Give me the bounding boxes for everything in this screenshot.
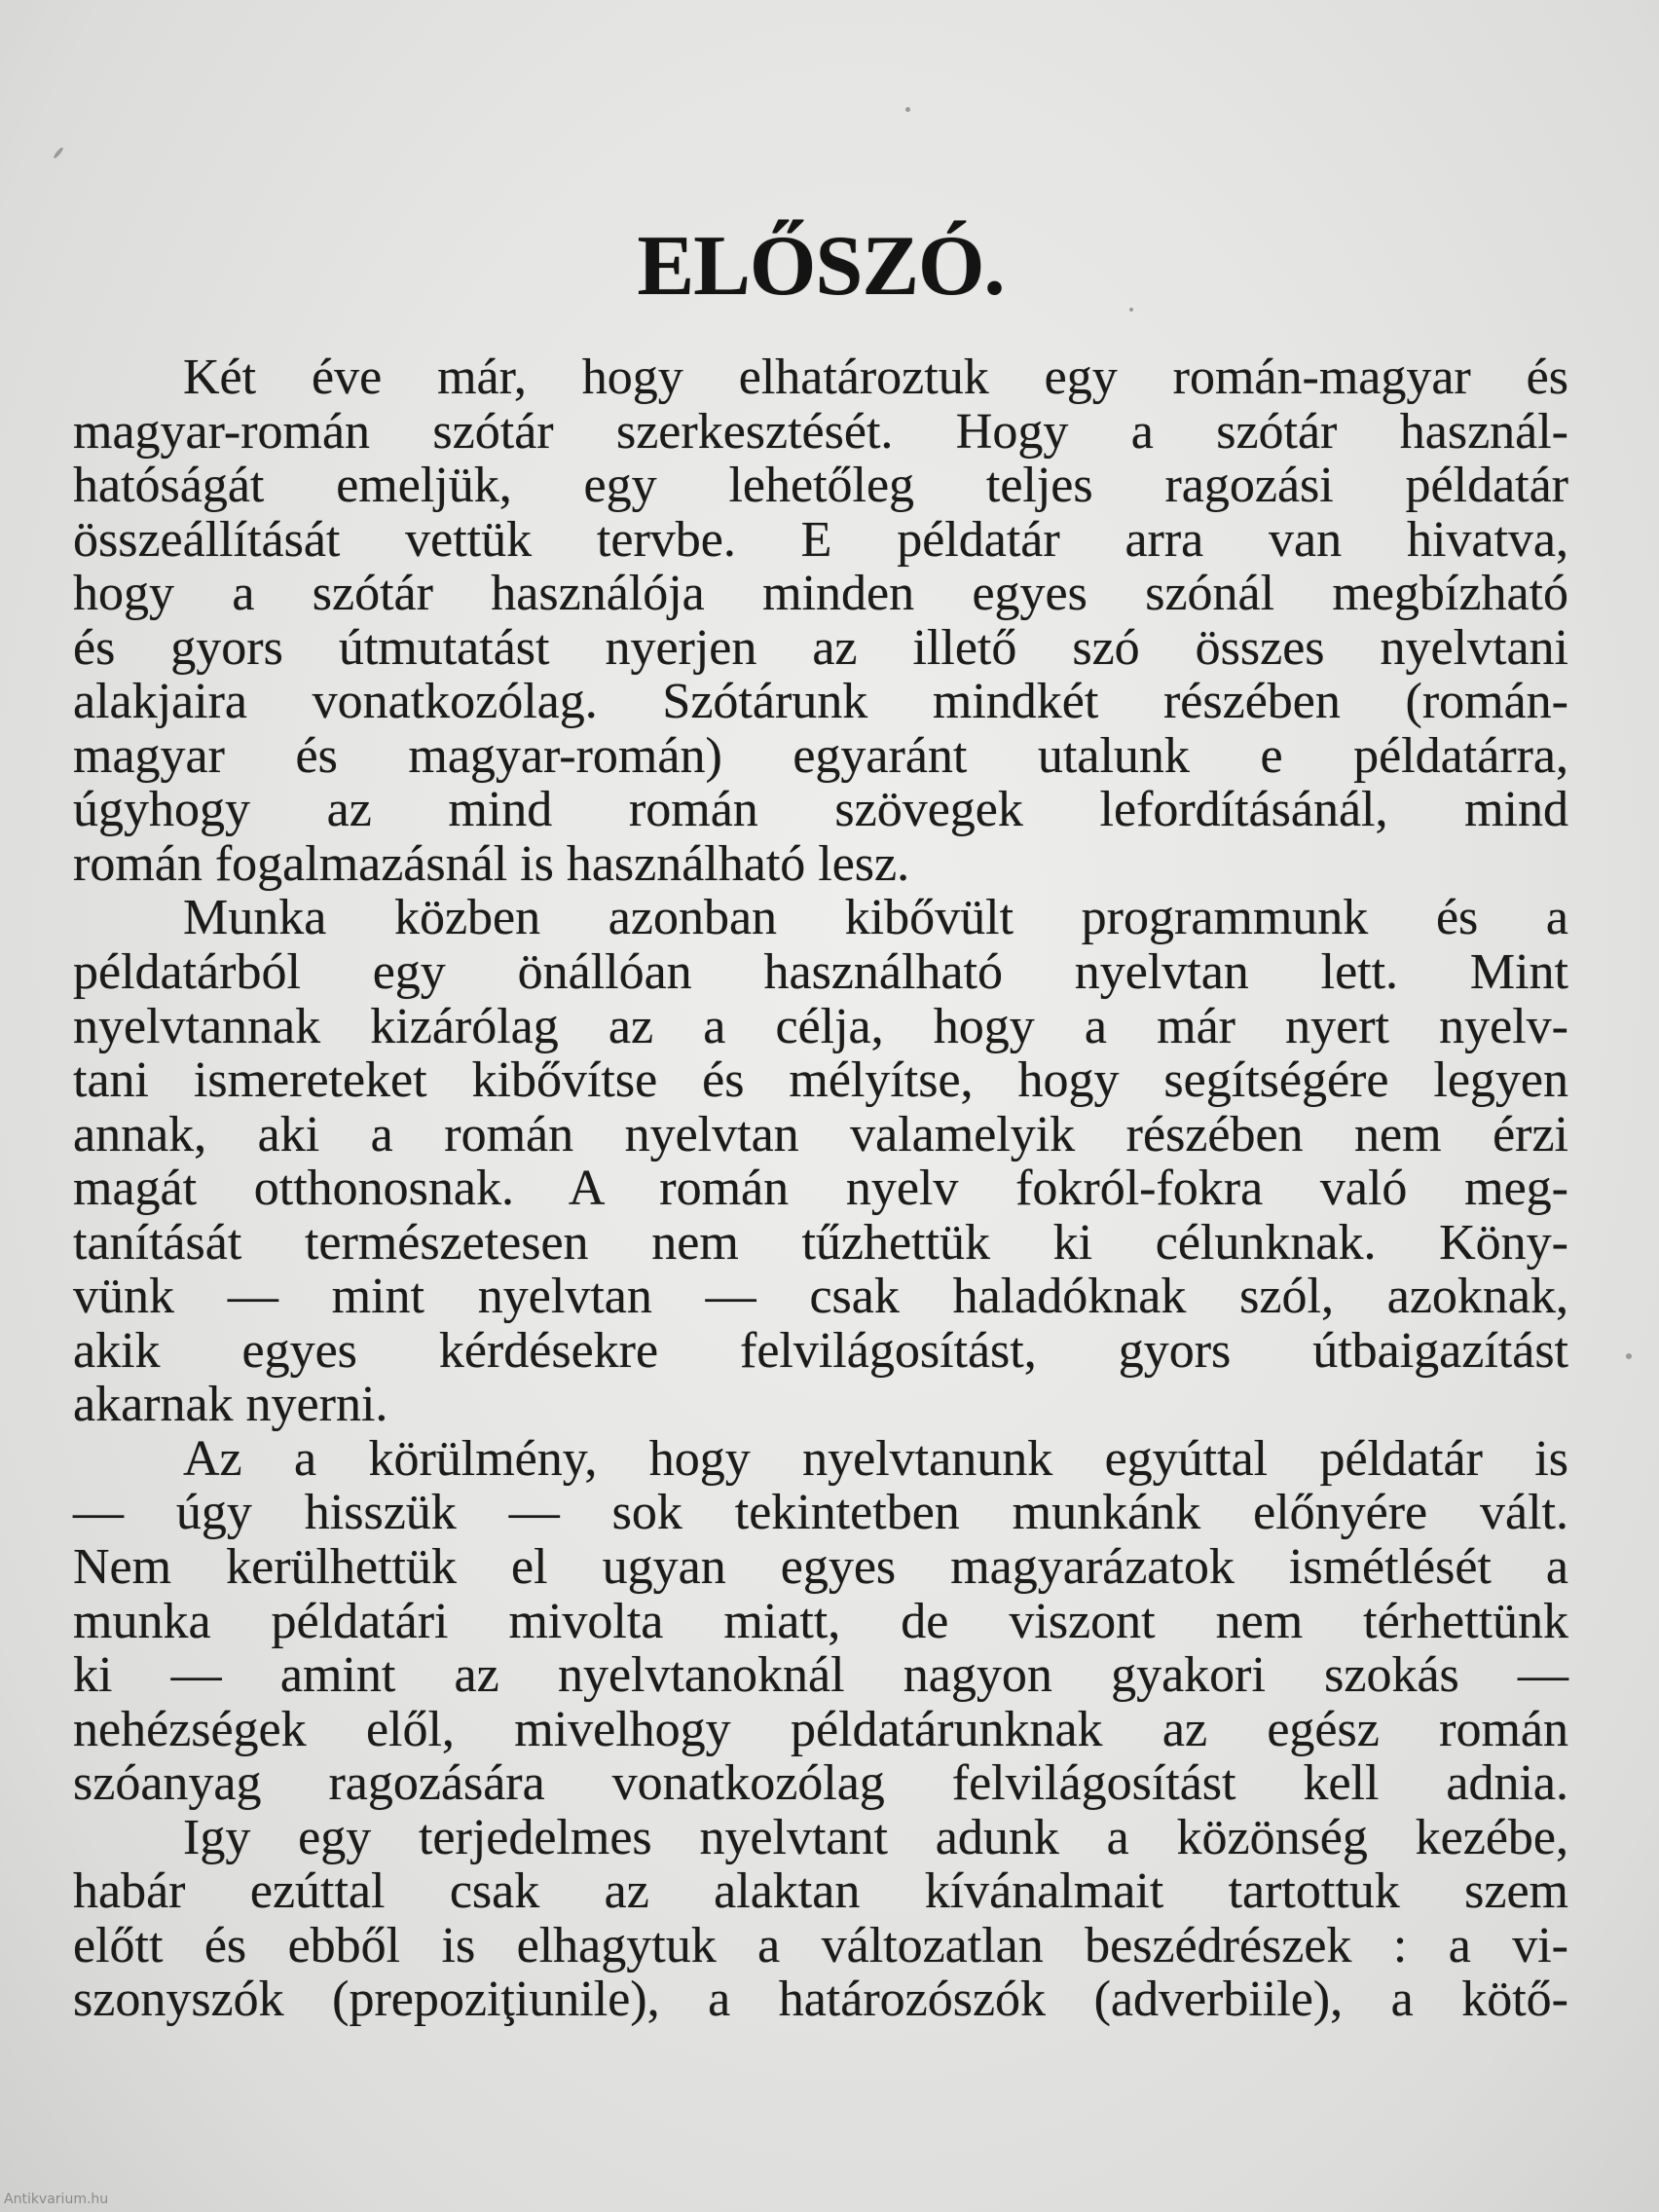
text-line: akik egyes kérdésekre felvilágosítást, gyors útbaigazítást [73, 1322, 1568, 1379]
text-line: vünk — mint nyelvtan — csak haladóknak szól, azoknak, [73, 1269, 1568, 1325]
text-line: összeállítását vettük tervbe. E példatár arra van hivatva, [73, 511, 1568, 568]
text-line: Nem kerülhettük el ugyan egyes magyarázatok ismétlését a [73, 1539, 1568, 1596]
text-line: hatóságát emeljük, egy lehetőleg teljes ragozási példatár [73, 458, 1568, 514]
text-line: — úgy hisszük — sok tekintetben munkánk előnyére vált. [73, 1485, 1568, 1541]
text-line: akarnak nyerni. [73, 1377, 388, 1433]
page-title: ELŐSZÓ. [637, 219, 1005, 313]
ink-speck [1626, 1353, 1632, 1359]
text-line: Az a körülmény, hogy nyelvtanunk egyúttal példatár is [183, 1430, 1568, 1487]
text-line: magát otthonosnak. A román nyelv fokról-fokra való meg- [73, 1161, 1568, 1217]
text-line: Munka közben azonban kibővült programmunk és a [183, 890, 1568, 946]
paragraph [73, 1432, 1568, 1811]
text-line: román fogalmazásnál is használható lesz. [73, 835, 910, 892]
text-line: és gyors útmutatást nyerjen az illető szó összes nyelvtani [73, 619, 1568, 676]
text-line: példatárból egy önállóan használható nyelvtan lett. Mint [73, 944, 1568, 1001]
text-line: habár ezúttal csak az alaktan kívánalmait tartottuk szem [73, 1863, 1568, 1920]
text-line: szonyszók (prepoziţiunile), a határozószók (adverbiile), a kötő- [73, 1972, 1568, 2028]
text-line: nehézségek elől, mivelhogy példatárunknak az egész román [73, 1701, 1568, 1757]
text-line: tanítását természetesen nem tűzhettük ki célunknak. Köny- [73, 1214, 1568, 1271]
watermark: Antikvarium.hu [4, 2192, 109, 2207]
text-line: magyar és magyar-román) egyaránt utalunk e példatárra, [73, 727, 1568, 784]
text-line: tani ismereteket kibővítse és mélyítse, hogy segítségére legyen [73, 1052, 1568, 1109]
text-line: annak, aki a román nyelvtan valamelyik részében nem érzi [73, 1106, 1568, 1162]
text-line: ki — amint az nyelvtanoknál nagyon gyakori szokás — [73, 1647, 1568, 1704]
ink-speck [905, 107, 910, 112]
body-text [73, 350, 1568, 2027]
text-line: előtt és ebből is elhagytuk a változatlan beszédrészek : a vi- [73, 1917, 1568, 1973]
text-line: Két éve már, hogy elhatároztuk egy román-magyar és [183, 350, 1568, 405]
text-line: szóanyag ragozására vonatkozólag felvilágosítást kell adnia. [73, 1755, 1568, 1812]
text-line: magyar-román szótár szerkesztését. Hogy a szótár használ- [73, 403, 1568, 460]
text-line: nyelvtannak kizárólag az a célja, hogy a már nyert nyelv- [73, 998, 1568, 1054]
text-line: úgyhogy az mind román szövegek lefordításánál, mind [73, 782, 1568, 838]
text-line: Igy egy terjedelmes nyelvtant adunk a közönség kezébe, [183, 1809, 1568, 1865]
text-line: munka példatári mivolta miatt, de viszont nem térhettünk [73, 1593, 1568, 1649]
ink-speck [53, 146, 64, 159]
paragraph [73, 350, 1568, 891]
paragraph [73, 891, 1568, 1431]
text-line: alakjaira vonatkozólag. Szótárunk mindkét részében (román- [73, 674, 1568, 730]
text-line: hogy a szótár használója minden egyes szónál megbízható [73, 566, 1568, 622]
paragraph [73, 1811, 1568, 2027]
